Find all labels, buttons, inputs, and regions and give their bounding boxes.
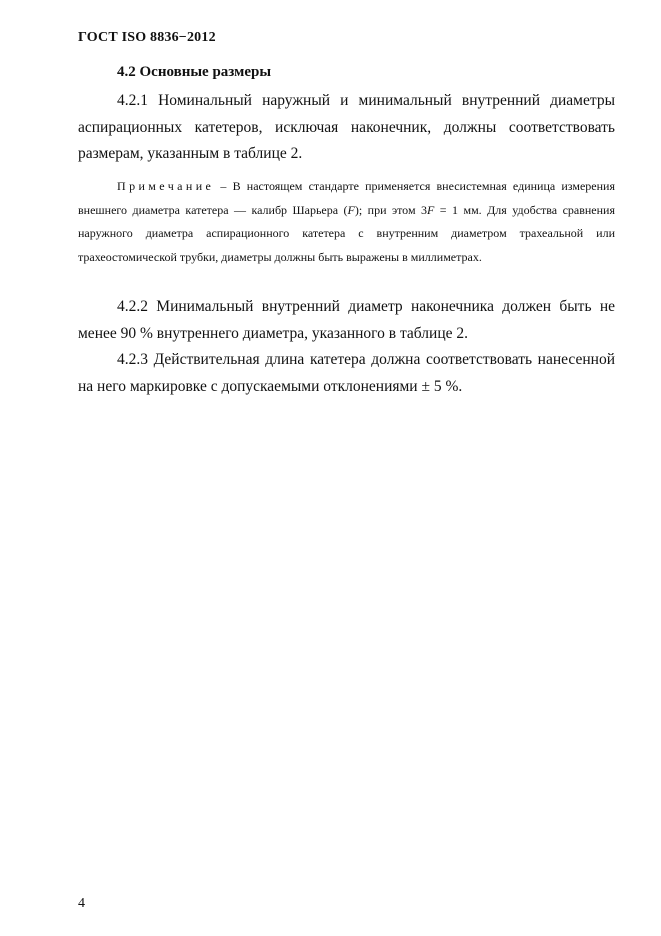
page-number: 4 xyxy=(78,896,85,911)
paragraph-4-2-2: 4.2.2 Минимальный внутренний диаметр наконечника должен быть не менее 90 % внутреннего диаметра, указанного в таблице 2. xyxy=(78,298,615,342)
note-f-symbol: F xyxy=(347,202,355,217)
note-text-part-3: = 1 мм. Для удобства сравнения наружного диаметра аспирационного катетера с внутренним диаметром трахеальной или трахеостомической трубки, диаметры должны быть выражены в миллиметрах. xyxy=(78,202,615,264)
paragraph-4-2-1: 4.2.1 Номинальный наружный и минимальный внутренний диаметры аспирационных катетеров, исключая наконечник, должны соответствовать размерам, указанным в таблице 2. xyxy=(78,92,615,162)
note-text-part-1: В настоящем стандарте применяется внесистемная единица измерения внешнего диаметра катетера — калибр Шарьера ( xyxy=(78,179,615,217)
note-dash: – xyxy=(214,179,233,193)
note-label: Примечание xyxy=(117,179,215,193)
note-text-part-2: ); при этом 3 xyxy=(354,202,427,217)
document-header: ГОСТ ISO 8836−2012 xyxy=(78,30,216,45)
section-title: 4.2 Основные размеры xyxy=(117,64,272,80)
paragraph-4-2-3: 4.2.3 Действительная длина катетера должна соответствовать нанесенной на него маркировке с допускаемыми отклонениями ± 5 %. xyxy=(78,351,615,395)
note-f-symbol-2: F xyxy=(427,202,435,217)
note xyxy=(78,175,615,269)
